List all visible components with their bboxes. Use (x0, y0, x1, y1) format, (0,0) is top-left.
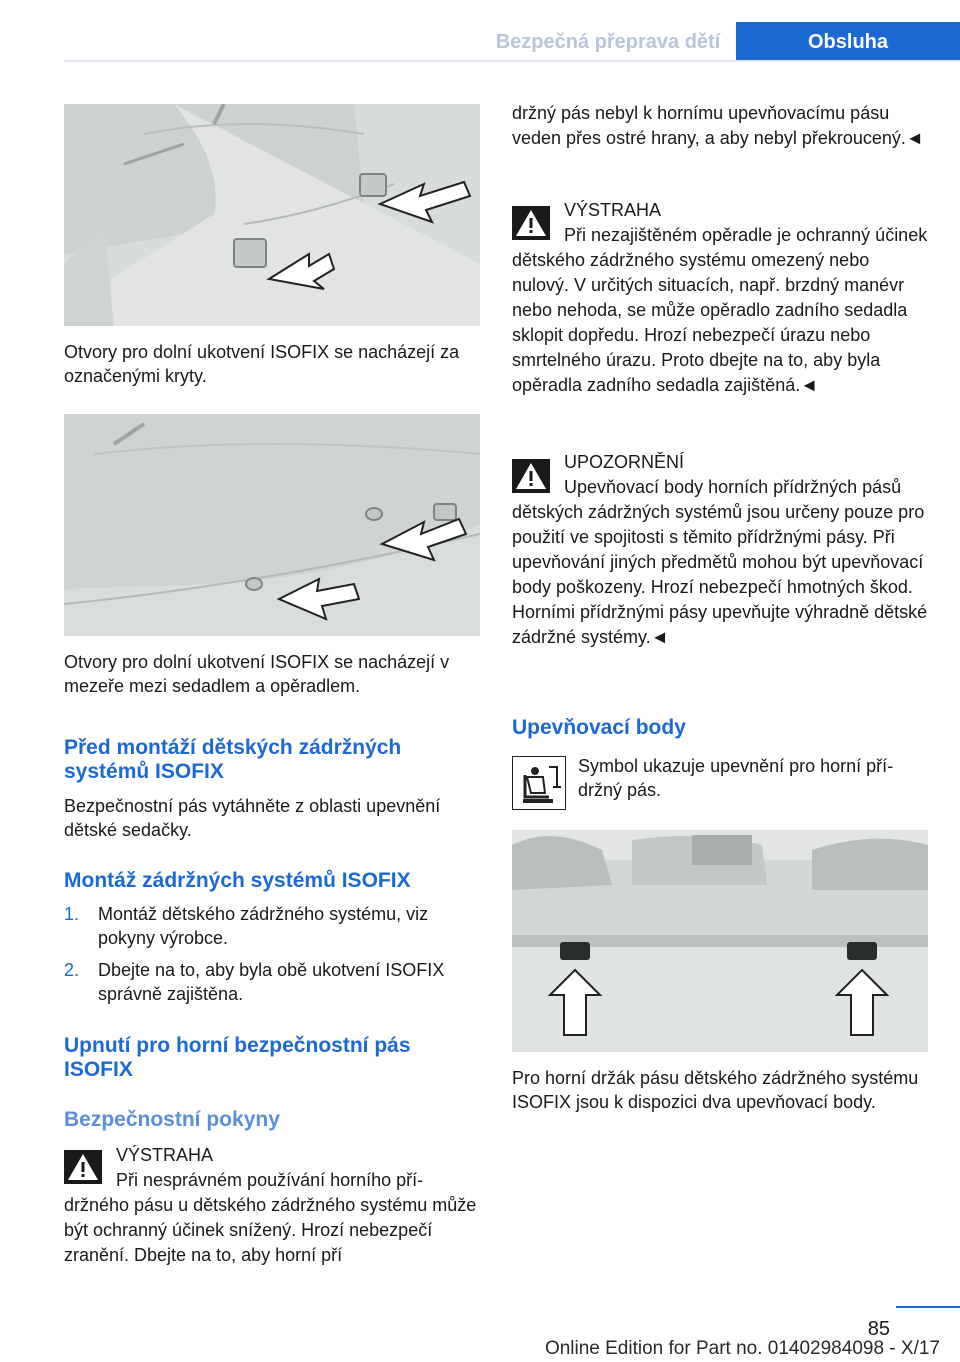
photo-upper-anchor-points (512, 830, 928, 1052)
warning-text: Při nesprávném používání horního přídržného pásu u dětského zádržného systému může být ochranný účinek snížený. Hrozí nebezpečí zranění. Dbejte na to, aby horní pří (64, 1170, 477, 1265)
notice-block (512, 450, 928, 650)
list-item-number: 2. (64, 960, 80, 980)
warning-block (64, 1143, 480, 1268)
photo-caption: Otvory pro dolní ukotvení ISOFIX se nacházejí v mezeře mezi sedadlem a opěradlem. (64, 652, 450, 696)
warning-title: VÝSTRAHA (116, 1145, 214, 1165)
header-chapter-tab: Obsluha (736, 22, 960, 62)
header-section-title: Bezpečná přeprava dětí (495, 30, 721, 53)
section-heading: Upnutí pro horní bezpečnostní pás ISOFIX (64, 1034, 411, 1081)
notice-title: UPOZORNĚNÍ (564, 452, 685, 472)
child-seat-anchor-icon (512, 756, 566, 810)
photo-isofix-gap (64, 414, 480, 636)
page-number: 85 (867, 1318, 890, 1340)
photo-caption: Otvory pro dolní ukotvení ISOFIX se nacházejí za označenými kryty. (64, 342, 460, 386)
header-divider (64, 60, 960, 62)
list-item-text: Montáž dětského zádržného systému, viz pokyny výrobce. (98, 904, 429, 948)
notice-text: Upevňovací body horních přídržných pásů dětských zádržných systémů jsou určeny pouze pro použití ve spojitosti s těmito přídržnými pásy. Při upevňování jiných předmětů mohou být upevňovací body poškozeny. Hrozí nebezpečí hmotných škod. Horními přídržnými pásy upevňujte výhradně dětské zádržné systémy.◄ (512, 477, 928, 647)
footer-accent-line (896, 1306, 960, 1308)
warning-block (512, 198, 928, 398)
footer-edition: Online Edition for Part no. 01402984098 - X/17 (544, 1338, 940, 1359)
warning-text: Při nezajištěném opěradle je ochranný účinek dětského zádržného systému omezený nebo nulový. V určitých situacích, např. brzdný manévr nebo nehoda, se může opěradlo zadního sedadla sklopit dopředu. Hrozí nebezpečí úrazu nebo smrtelného úrazu. Proto dbejte na to, aby byla opěradla zadního sedadla zajištěná.◄ (512, 225, 928, 395)
list-item-number: 1. (64, 904, 80, 924)
section-heading: Upevňovací body (512, 716, 686, 739)
warning-title: VÝSTRAHA (564, 200, 662, 220)
section-heading: Montáž zádržných systémů ISOFIX (64, 869, 411, 892)
symbol-description: Symbol ukazuje upevnění pro horní přídržný pás. (578, 756, 894, 800)
list-item-text: Dbejte na to, aby byla obě ukotvení ISOFIX správně zajištěna. (98, 960, 445, 1004)
warning-continued-text: držný pás nebyl k hornímu upevňovacímu pásu veden přes ostré hrany, a aby nebyl překroucený.◄ (512, 103, 924, 148)
subsection-heading: Bezpečnostní pokyny (64, 1108, 280, 1131)
paragraph: Bezpečnostní pás vytáhněte z oblasti upevnění dětské sedačky. (64, 796, 441, 840)
photo-caption: Pro horní držák pásu dětského zádržného systému ISOFIX jsou k dispozici dva upevňovací body. (512, 1068, 919, 1112)
photo-isofix-covers (64, 104, 480, 326)
section-heading: Před montáží dětských zádržných systémů ISOFIX (64, 736, 402, 783)
